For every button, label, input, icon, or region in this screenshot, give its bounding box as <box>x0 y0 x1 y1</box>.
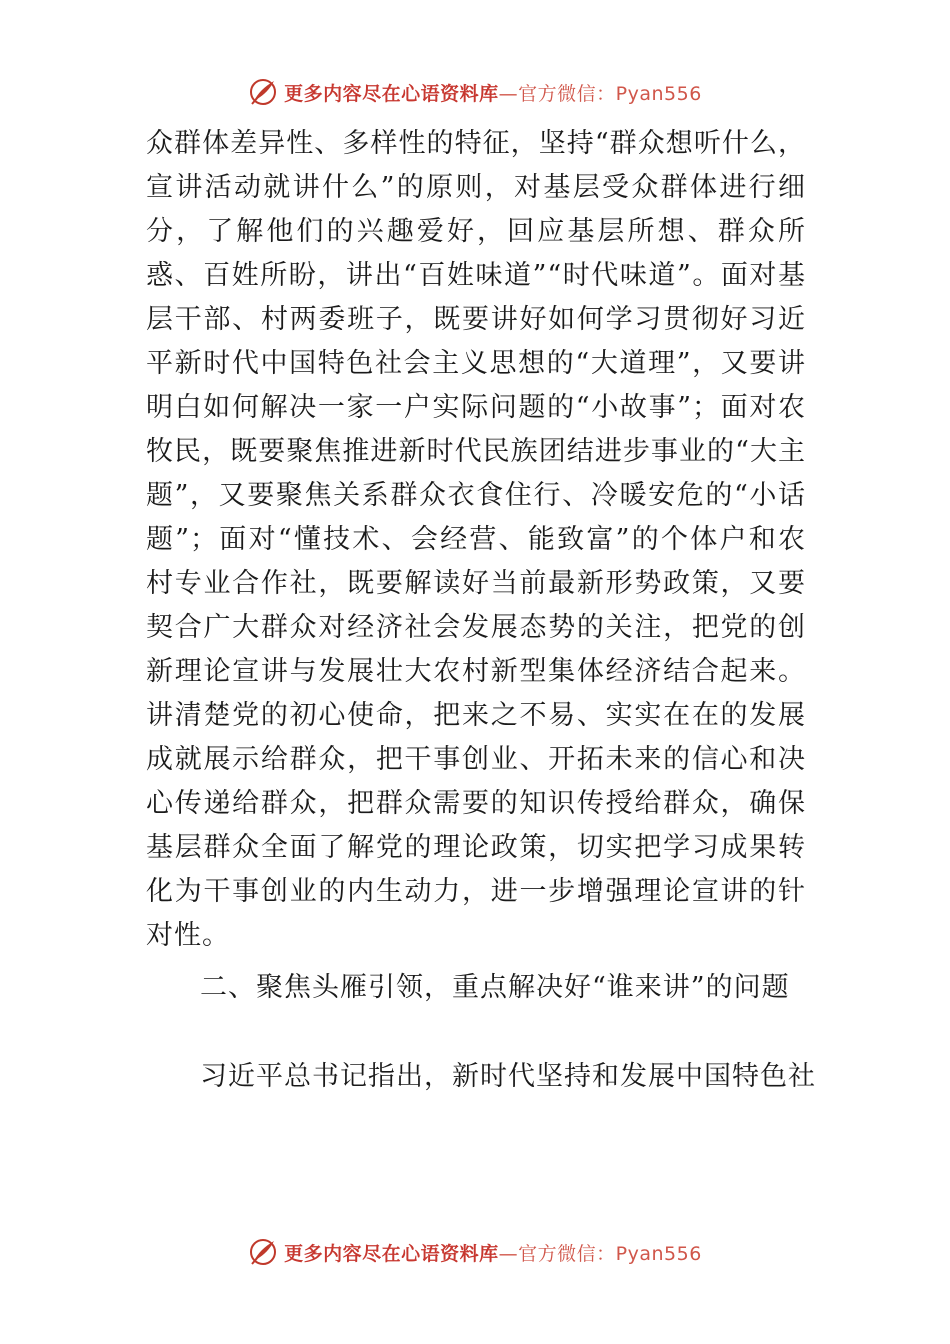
watermark-prefix: 更多内容尽在心语资料库 <box>284 1242 499 1265</box>
quill-pen-icon <box>248 1237 278 1267</box>
header-watermark <box>0 72 950 112</box>
section-heading-2: 二、聚焦头雁引领，重点解决好“谁来讲”的问题 <box>200 972 790 1003</box>
body-paragraph-1: 众群体差异性、多样性的特征，坚持“群众想听什么，宣讲活动就讲什么”的原则，对基层受众群体进行细分，了解他们的兴趣爱好，回应基层所想、群众所惑、百姓所盼，讲出“百姓味道”“时代味道”。面对基层干部、村两委班子，既要讲好如何学习贯彻好习近平新时代中国特色社会主义思想的“大道理”，又要讲明白如何解决一家一户实际问题的“小故事”；面对农牧民，既要聚焦推进新时代民族团结进步事业的“大主题”，又要聚焦关系群众衣食住行、冷暖安危的“小话题”；面对“懂技术、会经营、能致富”的个体户和农村专业合作社，既要解读好当前最新形势政策，又要契合广大群众对经济社会发展态势的关注，把党的创新理论宣讲与发展壮大农村新型集体经济结合起来。讲清楚党的初心使命，把来之不易、实实在在的发展成就展示给群众，把干事创业、开拓未来的信心和决心传递给群众，把群众需要的知识传授给群众，确保基层群众全面了解党的理论政策，切实把学习成果转化为干事创业的内生动力，进一步增强理论宣讲的针对性。 <box>146 128 806 951</box>
footer-watermark <box>0 1232 950 1272</box>
watermark-suffix: —官方微信：Pyan556 <box>498 1242 702 1265</box>
watermark-prefix: 更多内容尽在心语资料库 <box>284 82 499 105</box>
document-body <box>146 122 806 958</box>
quill-pen-icon <box>248 77 278 107</box>
body-paragraph-2: 习近平总书记指出，新时代坚持和发展中国特色社 <box>200 1061 816 1092</box>
watermark-suffix: —官方微信：Pyan556 <box>498 82 702 105</box>
